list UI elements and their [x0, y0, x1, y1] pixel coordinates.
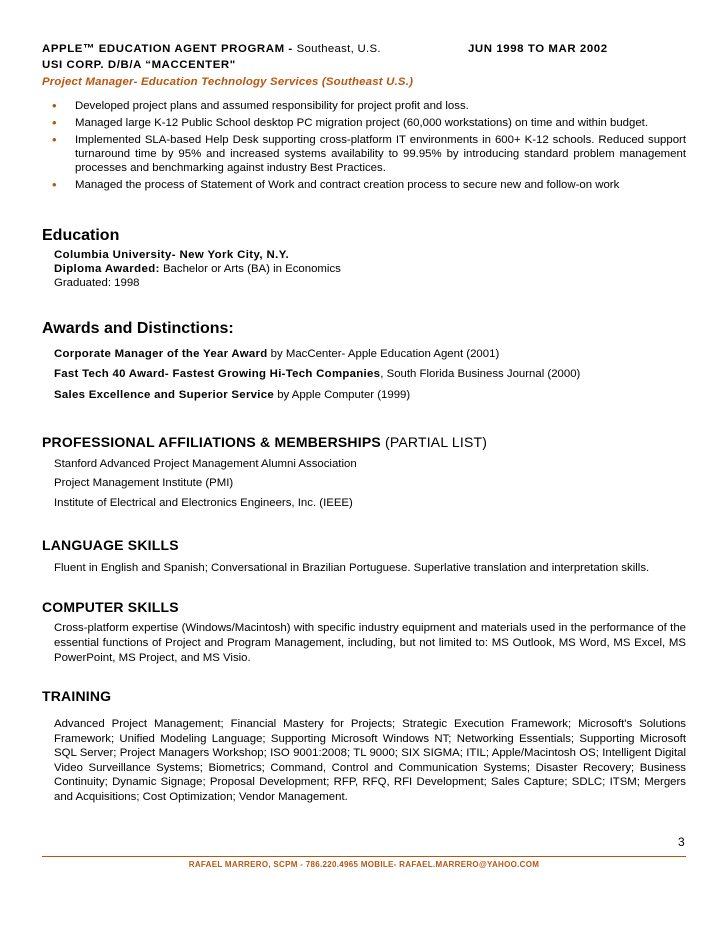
job-bullet [52, 99, 686, 113]
job-company-line [42, 43, 381, 55]
award-detail: , South Florida Business Journal (2000) [380, 368, 581, 380]
education-graduated: Graduated: 1998 [54, 277, 140, 289]
education-diploma [54, 262, 341, 276]
award-detail: by MacCenter- Apple Education Agent (2001) [267, 348, 500, 360]
affiliations-heading [42, 434, 487, 450]
computer-heading: COMPUTER SKILLS [42, 599, 179, 615]
footer-contact: RAFAEL MARRERO, SCPM - 786.220.4965 MOBILE- RAFAEL.MARRERO@YAHOO.COM [188, 860, 540, 869]
bullet-icon: • [52, 98, 57, 113]
job-title: Project Manager- Education Technology Services (Southeast U.S.) [42, 76, 414, 88]
education-school: Columbia University- New York City, N.Y. [54, 249, 290, 261]
bullet-icon: • [52, 115, 57, 130]
award-name: Corporate Manager of the Year Award [54, 348, 268, 360]
job-company: APPLE™ EDUCATION AGENT PROGRAM - [42, 43, 297, 55]
job-bullet-text: Developed project plans and assumed responsibility for project profit and loss. [75, 100, 469, 112]
awards-heading: Awards and Distinctions: [42, 320, 234, 337]
education-heading: Education [42, 227, 120, 244]
language-heading: LANGUAGE SKILLS [42, 537, 179, 553]
job-dates: JUN 1998 TO MAR 2002 [468, 43, 608, 55]
award-detail: by Apple Computer (1999) [274, 389, 411, 401]
training-heading: TRAINING [42, 688, 112, 704]
language-text: Fluent in English and Spanish; Conversational in Brazilian Portuguese. Superlative translation and interpretation skills. [54, 562, 650, 574]
training-text: Advanced Project Management; Financial Mastery for Projects; Strategic Execution Framework; Microsoft's Solutions Framework; Unified Modeling Language; Supporting Microsoft Windows NT; Networking Essentials; Supporting Microsoft SQL Server; Project Managers Workshop; ISO 9001:2008; TL 9000; SIX SIGMA; ITIL; Apple/Macintosh OS; Intelligent Digital Video Surveillance Systems; Biometrics; Command, Control and Communication Systems; Disaster Recovery; Business Continuity; Dynamic Signage; Proposal Development; RFP, RFQ, RFI Development; Sales Capture; SDLC; ITSM; Mergers and Acquisitions; Cost Optimization; Vendor Management. [54, 718, 686, 803]
diploma-value: Bachelor or Arts (BA) in Economics [159, 263, 341, 275]
award-name: Sales Excellence and Superior Service [54, 389, 275, 401]
diploma-label: Diploma Awarded: [54, 263, 160, 275]
job-bullet [52, 178, 686, 192]
job-bullet [52, 116, 686, 130]
affiliation-item: Stanford Advanced Project Management Alumni Association [54, 458, 357, 470]
bullet-icon: • [52, 132, 57, 147]
computer-text: Cross-platform expertise (Windows/Macintosh) with specific industry equipment and materials used in the performance of the essential functions of Project and Program Management, including, but not limited to: MS Outlook, MS Word, MS Excel, MS PowerPoint, MS Project, and MS Visio. [54, 622, 686, 664]
bullet-icon: • [52, 177, 57, 192]
job-bullet-text: Managed large K-12 Public School desktop PC migration project (60,000 workstations) on time and within budget. [75, 117, 649, 129]
job-bullet-text: Implemented SLA-based Help Desk supporting cross-platform IT environments in 600+ K-12 schools. Reduced support turnaround time by 95% and increased systems availability to 99.95% by introducing standard problem management processes and benchmarking against industry Best Practices. [75, 134, 686, 175]
affiliations-heading-suffix: (PARTIAL LIST) [380, 434, 488, 450]
job-bullet-text: Managed the process of Statement of Work and contract creation process to secure new and follow-on work [75, 179, 620, 191]
award-item [54, 347, 499, 361]
affiliation-item: Institute of Electrical and Electronics Engineers, Inc. (IEEE) [54, 497, 353, 509]
award-name: Fast Tech 40 Award- Fastest Growing Hi-Tech Companies [54, 368, 381, 380]
job-location: Southeast, U.S. [296, 43, 381, 55]
affiliation-item: Project Management Institute (PMI) [54, 477, 234, 489]
affiliations-heading-main: PROFESSIONAL AFFILIATIONS & MEMBERSHIPS [42, 434, 381, 450]
award-item [54, 367, 580, 381]
job-employer: USI CORP. D/B/A “MACCENTER" [42, 59, 236, 71]
footer-divider [42, 856, 686, 857]
page-number: 3 [678, 835, 685, 849]
job-bullet [52, 133, 686, 177]
award-item [54, 388, 410, 402]
